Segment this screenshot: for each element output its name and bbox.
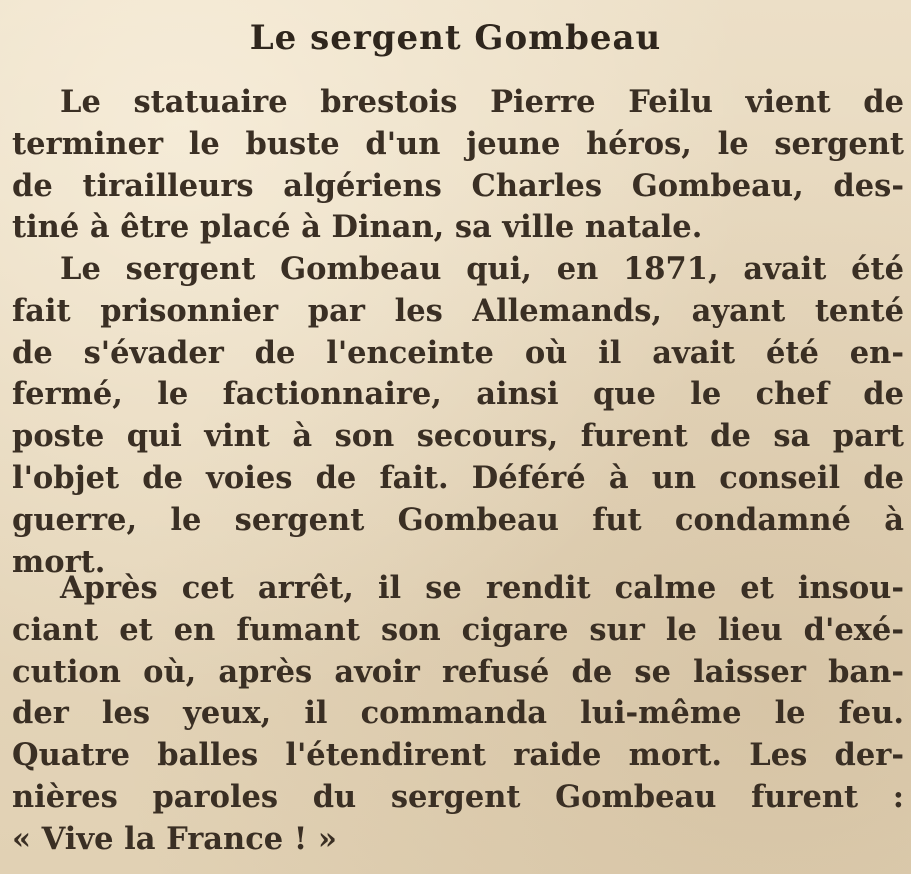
text-line: fait prisonnier par les Allemands, ayant tenté: [12, 292, 904, 329]
text-line: « Vive la France ! »: [12, 820, 337, 857]
text-line: de tirailleurs algériens Charles Gombeau, des-: [12, 167, 904, 204]
text-line: l'objet de voies de fait. Déféré à un conseil de: [12, 459, 904, 496]
text-line: cution où, après avoir refusé de se laisser ban-: [12, 653, 904, 690]
text-line: fermé, le factionnaire, ainsi que le chef de: [12, 376, 904, 413]
text-line: Quatre balles l'étendirent raide mort. Les der-: [12, 737, 904, 774]
text-line: Le sergent Gombeau qui, en 1871, avait été: [60, 251, 904, 287]
article-paragraph-2: [12, 249, 904, 583]
article-paragraph-1: [12, 82, 904, 249]
text-line: Le statuaire brestois Pierre Feilu vient de: [60, 84, 904, 120]
text-line: der les yeux, il commanda lui-même le feu.: [12, 695, 904, 732]
text-line: mort.: [12, 543, 106, 580]
text-line: tiné à être placé à Dinan, sa ville natale.: [12, 209, 703, 246]
article-title: Le sergent Gombeau: [249, 18, 662, 58]
article-paragraph-3: [12, 568, 904, 861]
text-line: nières paroles du sergent Gombeau furent :: [12, 778, 904, 815]
text-line: de s'évader de l'enceinte où il avait été en-: [12, 334, 904, 371]
text-line: poste qui vint à son secours, furent de sa part: [12, 418, 904, 455]
text-line: ciant et en fumant son cigare sur le lieu d'exé-: [12, 611, 904, 648]
text-line: Après cet arrêt, il se rendit calme et insou-: [60, 570, 904, 606]
text-line: terminer le buste d'un jeune héros, le sergent: [12, 125, 904, 162]
text-line: guerre, le sergent Gombeau fut condamné à: [12, 501, 904, 538]
